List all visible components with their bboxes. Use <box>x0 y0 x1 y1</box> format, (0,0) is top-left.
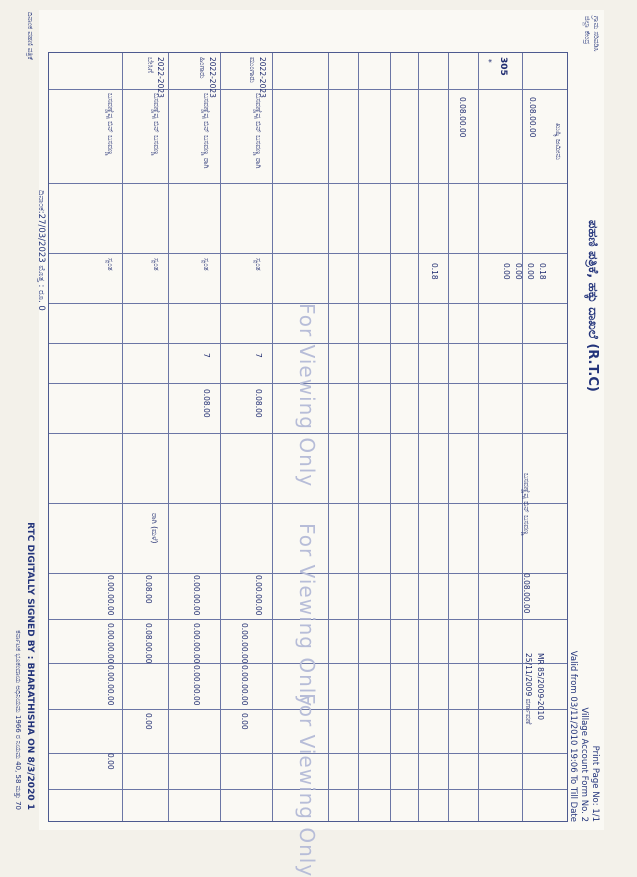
crop-c15-4: 0.00 <box>106 753 115 770</box>
tax-value-1: 0.18 <box>538 263 547 280</box>
row-line <box>122 53 123 821</box>
crop-c11-4: 0.00.00.00 <box>106 623 115 664</box>
print-page: Print Page No: 1/1 <box>590 745 600 822</box>
col-line <box>49 503 567 504</box>
rtc-document <box>14 10 604 877</box>
valid-from: Valid from 03/11/2010 19:06 To Till Date <box>568 650 578 822</box>
crop-area-1: 0.08.00 <box>254 389 263 418</box>
crop-year-3: 2022-2023 <box>156 57 165 98</box>
crop-season-3: ಬೇಸಿಗೆ <box>146 57 155 73</box>
left-label-1: ಗ್ರಾಮ ಸರಿಪಡಿಸಿ <box>592 16 600 52</box>
document-title: ಪಹಣಿ ಪತ್ರಿಕೆ, ಹಕ್ಕು ದಾಖಲೆ (R.T.C) <box>585 220 600 392</box>
crop-total-1: 0.00.00.00 <box>254 575 263 616</box>
watermark-3: For Viewing Only <box>295 693 319 877</box>
crop-type-2: ಸ್ವಂತ <box>202 258 211 271</box>
footer-left: ದಿನಾಂಕ ಪಹಣಿ ಪತ್ರಿಕೆ <box>26 12 34 60</box>
row-line <box>220 53 221 821</box>
row-line <box>272 53 273 821</box>
crop-c11-3: 0.08.00.00 <box>144 623 153 664</box>
mutation-no: MR 85/2009-2010 <box>536 653 545 721</box>
owner-name: ಬಸವಣ್ಣೆಪ್ಪ ಬಿನ್ ಬಸವಣ್ಣ <box>522 473 531 536</box>
owner-area: 0.08.00.00 <box>522 573 531 614</box>
crop-season-2: ಹಿಂಗಾರು <box>198 57 207 79</box>
crop-col7-2: 7 <box>202 353 211 358</box>
row-line <box>522 53 523 821</box>
crop-year-1: 2022-2023 <box>258 57 267 98</box>
row-line <box>418 53 419 821</box>
mutation-date: 25/11/2009 ವರ್ಗಾವಣೆ <box>524 653 533 725</box>
watermark-1: For Viewing Only <box>295 303 319 488</box>
land-title: ಖುಷ್ಕಿ ಜಮೀನು <box>554 123 563 160</box>
page-info <box>567 651 600 822</box>
hissa-no: * <box>484 59 493 63</box>
row-line <box>448 53 449 821</box>
crop-type-1: ಸ್ವಂತ <box>254 258 263 271</box>
crop-total-2: 0.00.00.00 <box>192 575 201 616</box>
crop-col7-1: 7 <box>254 353 263 358</box>
area-a: 0.08.00.00 <box>528 97 537 138</box>
col-line <box>49 253 567 254</box>
crop-name-2: ಬಸವಣ್ಣೆಪ್ಪ ಬಿನ್ ಬಸವಣ್ಣ ರಾಗಿ <box>202 93 211 169</box>
rtc-table <box>48 52 568 877</box>
crop-type-3: ಸ್ವಂತ <box>152 258 161 271</box>
statute-note: ಕರ್ನಾಟಕ ಭೂಕಂದಾಯ ಅಧಿನಿಯಮ 1966 ರ ನಿಯಮ 40, 58 ಮತ್ತು 70 <box>14 630 22 810</box>
row-line <box>358 53 359 821</box>
crop-name-4: ಬಸವಣ್ಣೆಪ್ಪ ಬಿನ್ ಬಸವಣ್ಣ <box>106 93 115 156</box>
tax-value-2: 0.00 <box>526 263 535 280</box>
rain-crop: ರಾಗಿ (ಮಳೆ) <box>150 513 159 544</box>
crop-name-3: ಬಸವಣ್ಣೆಪ್ಪ ಬಿನ್ ಬಸವಣ್ಣ <box>152 93 161 156</box>
crop-type-4: ಸ್ವಂತ <box>106 258 115 271</box>
crop-c12-2: 0.00.00.00 <box>192 665 201 706</box>
digital-signature: RTC DIGITALLY SIGNED BY : BHARATHISHA ON 8/3/2020 1 <box>25 522 35 810</box>
crop-c15-3: 0.00 <box>144 713 153 730</box>
tax-value-4: 0.00 <box>502 263 511 280</box>
crop-total-4: 0.00.00.00 <box>106 575 115 616</box>
tax-value-3: 0.00 <box>514 263 523 280</box>
row-line <box>328 53 329 821</box>
crop-total-3: 0.08.00 <box>144 575 153 604</box>
col-line <box>49 183 567 184</box>
left-labels <box>582 16 600 51</box>
date-amount: ದಿನಾಂಕ:27/03/2023 ಮೊತ್ತ : ರೂ. 0 <box>36 190 46 311</box>
crop-name-1: ಬಸವಣ್ಣೆಪ್ಪ ಬಿನ್ ಬಸವಣ್ಣ ರಾಗಿ <box>254 93 263 169</box>
crop-season-1: ಮುಂಗಾರು <box>248 57 257 83</box>
row-line <box>390 53 391 821</box>
crop-year-2: 2022-2023 <box>208 57 217 98</box>
crop-area-2: 0.08.00 <box>202 389 211 418</box>
watermark-2: For Viewing Only <box>295 523 319 708</box>
row-line <box>478 53 479 821</box>
row-line <box>168 53 169 821</box>
left-label-2: ಜಿಲ್ಲಾ ಕೇಂದ್ರ <box>583 16 591 45</box>
crop-c12-4: 0.00.00.00 <box>106 665 115 706</box>
tax-total: 0.18 <box>430 263 439 280</box>
crop-c12-1: 0.00.00.00 <box>240 665 249 706</box>
survey-no: 305 <box>498 57 508 76</box>
crop-c15-1: 0.00 <box>240 713 249 730</box>
area-b: 0.08.00.00 <box>458 97 467 138</box>
crop-c11-2: 0.00.00.00 <box>192 623 201 664</box>
crop-c11-1: 0.00.00.00 <box>240 623 249 664</box>
col-line <box>49 89 567 90</box>
form-no: Village Account Form No. 2 <box>579 707 589 822</box>
